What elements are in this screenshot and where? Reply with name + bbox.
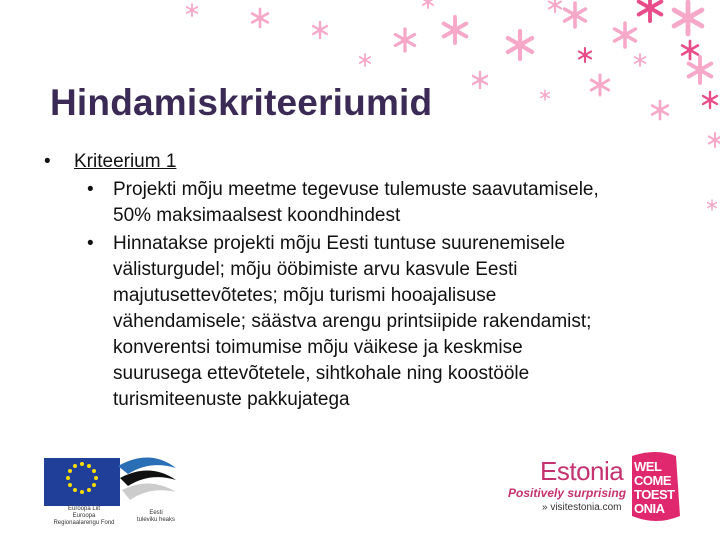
bullet-line: Hinnatakse projekti mõju Eesti tuntuse suurenemisele	[113, 233, 566, 254]
eu-flag-logo	[44, 458, 120, 506]
bullet-line: 50% maksimaalsest koondhindest	[113, 205, 401, 226]
estonia-brand-name: Estonia	[540, 456, 624, 486]
welcome-text-row: ONIA	[634, 501, 665, 516]
welcome-text-row: TOEST	[634, 487, 675, 502]
bullet-level2-item	[44, 231, 684, 413]
estonia-url: » visitestonia.com	[542, 502, 622, 513]
caption-line: Eesti	[149, 510, 163, 516]
bullet-level1	[44, 149, 684, 175]
caption-line: tuleviku heaks	[136, 517, 176, 523]
bullet-line: suurusega ettevõtetele, sihtkohale ning koostööle	[113, 363, 530, 384]
caption-line: Regionaalarengu Fond	[53, 520, 115, 526]
bullet-level1-text: Kriteerium 1	[74, 151, 177, 172]
bullet-line: turismiteenuste pakkujatega	[113, 389, 350, 410]
welcome-to-estonia-logo	[628, 454, 678, 524]
eesti-logo-caption	[131, 510, 181, 524]
bullet-line: konverentsi toimumise mõju väikese ja keskmise	[113, 337, 523, 358]
bullet-level2-item	[44, 177, 684, 229]
bullet-list	[44, 149, 684, 413]
eesti-tuleviku-heaks-logo	[118, 457, 176, 500]
bullet-line: majutusettevõtetes; mõju turismi hooajalisuse	[113, 285, 497, 306]
eu-logo-caption	[44, 506, 124, 527]
welcome-text-row: COME	[634, 473, 671, 488]
caption-line: Euroopa	[72, 513, 96, 519]
estonia-slogan: Positively surprising	[508, 486, 627, 500]
bullet-line: Projekti mõju meetme tegevuse tulemuste saavutamisele,	[113, 179, 599, 200]
welcome-text-row: WEL	[634, 459, 662, 474]
bullet-line: välisturgudel; mõju ööbimiste arvu kasvule Eesti	[113, 259, 518, 280]
bullet-dot: •	[87, 233, 94, 254]
bullet-dot: •	[87, 179, 94, 200]
slide-title: Hindamiskriteeriumid	[50, 82, 433, 123]
bullet-dot: •	[44, 151, 51, 172]
caption-line: Euroopa Liit	[67, 506, 101, 512]
bullet-line: vähendamisele; säästva arengu printsiipide rakendamist;	[113, 311, 592, 332]
